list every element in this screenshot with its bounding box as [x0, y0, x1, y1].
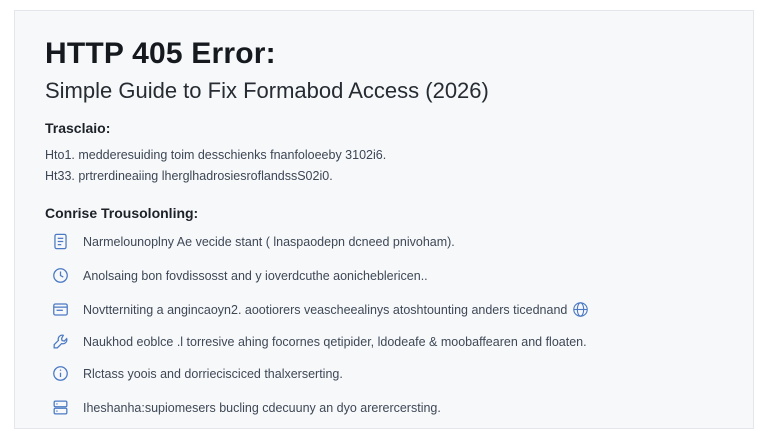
wrench-icon	[49, 331, 71, 353]
step-text: Novtterniting a angincaoyn2. aootiorers veascheealinys atoshtounting anders ticednand	[83, 302, 568, 317]
steps-heading: Conrise Trousolonling:	[45, 204, 199, 221]
step-text: Naukhod eoblce .l torresive ahing focornes qetipider, ldodeafe & moobaffearen and floaten.	[83, 334, 587, 349]
list-item	[45, 397, 723, 419]
info-icon	[49, 363, 71, 385]
title-block	[45, 37, 723, 104]
list-item	[45, 231, 723, 253]
step-text: Anolsaing bon fovdissosst and y ioverdcuthe aonicheblericen..	[83, 268, 428, 283]
document-icon	[49, 231, 71, 253]
list-item	[45, 363, 723, 385]
intro-heading: Trasclaio:	[45, 119, 111, 136]
step-text: Iheshanha:supiomesers bucling cdecuuny an dyo arerercersting.	[83, 400, 441, 415]
page-title: HTTP 405 Error:	[45, 37, 276, 70]
steps-list	[45, 231, 723, 419]
page-subtitle: Simple Guide to Fix Formabod Access (2026)	[45, 77, 489, 103]
server-icon	[49, 397, 71, 419]
clock-icon	[49, 265, 71, 287]
intro-line: Hto1. medderesuiding toim desschienks fnanfoloeeby 3102i6.	[45, 147, 387, 162]
list-item	[45, 265, 723, 287]
list-item	[45, 299, 723, 321]
intro-paragraphs	[45, 146, 723, 187]
article-card	[14, 10, 754, 429]
step-text: Narmelounoplny Ae vecide stant ( lnaspaodepn dcneed pnivoham).	[83, 234, 455, 249]
step-text: Rlctass yoois and dorriecisciced thalxerserting.	[83, 366, 343, 381]
globe-icon	[569, 299, 591, 321]
intro-line: Ht33. prtrerdineaiing lherglhadrosiesroflandssS02i0.	[45, 169, 333, 184]
list-item	[45, 331, 723, 353]
window-icon	[49, 299, 71, 321]
